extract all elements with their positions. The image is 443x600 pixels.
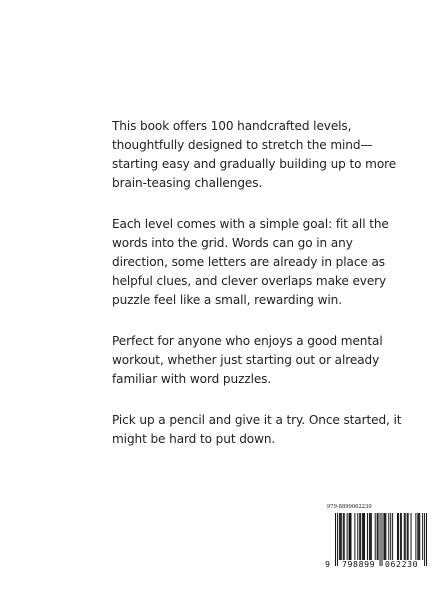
barcode-right-digits: 062230 — [385, 559, 419, 569]
blurb-paragraph-3: Perfect for anyone who enjoys a good mental workout, whether just starting out or already familiar with word puzzles. — [112, 334, 383, 386]
isbn-label: 979-8899062230 — [327, 504, 372, 510]
blurb-paragraph-4: Pick up a pencil and give it a try. Once started, it might be hard to put down. — [112, 413, 402, 446]
barcode-bar — [367, 513, 368, 560]
barcode-bar — [354, 513, 355, 560]
barcode-bar — [401, 513, 402, 560]
barcode-bar — [350, 513, 351, 560]
barcode-bar — [370, 513, 371, 560]
blurb-paragraph-1: This book offers 100 handcrafted levels, thoughtfully designed to stretch the mind—starting easy and gradually building up to more brain-teasing challenges. — [112, 119, 397, 190]
barcode-first-digit: 9 — [325, 559, 330, 569]
barcode-bar — [362, 513, 363, 560]
barcode-bar — [359, 513, 360, 560]
barcode-bar — [415, 513, 416, 560]
barcode-bar — [390, 513, 391, 560]
barcode-bar — [424, 513, 425, 566]
barcode-bar — [384, 513, 385, 560]
barcode-bar — [400, 513, 401, 560]
barcode-left-digits: 798899 — [342, 559, 376, 569]
barcode-bar — [422, 513, 423, 560]
barcode-bar — [385, 513, 386, 560]
barcode-bar — [378, 513, 379, 560]
barcode-bar — [371, 513, 372, 560]
barcode-bar — [339, 513, 340, 560]
barcode-bar — [417, 513, 418, 560]
barcode-bar — [398, 513, 399, 560]
barcode-bar — [341, 513, 342, 560]
barcode-bar — [408, 513, 409, 560]
barcode-bar — [381, 513, 382, 566]
barcode-bar — [349, 513, 350, 560]
barcode-bar — [363, 513, 364, 560]
barcode-bar — [344, 513, 345, 560]
blurb-paragraph-2: Each level comes with a simple goal: fit all the words into the grid. Words can go in any direction, some letters are already in place as helpful clues, and clever overlaps make every puzzle feel like a small, rewarding win. — [112, 217, 389, 307]
barcode-bar — [380, 513, 381, 566]
barcode-bar — [404, 513, 405, 560]
barcode-bar — [347, 513, 348, 560]
barcode-bar — [350, 513, 351, 560]
back-cover-blurb — [112, 117, 412, 471]
barcode-bar — [343, 513, 344, 560]
barcode-bar — [357, 513, 358, 560]
barcode-bar — [388, 513, 389, 560]
barcode-bar — [419, 513, 420, 560]
barcode-bar — [369, 513, 370, 560]
barcode-bar — [335, 513, 336, 566]
barcode-bar — [337, 513, 338, 566]
barcode-bar — [418, 513, 419, 560]
barcode-bar — [426, 513, 427, 566]
barcode-bar — [360, 513, 361, 560]
barcode-bar — [383, 513, 384, 560]
barcode-bar — [397, 513, 398, 560]
barcode-bar — [375, 513, 376, 560]
barcode-bar — [407, 513, 408, 560]
barcode-bar — [405, 513, 406, 560]
barcode-bar — [364, 513, 365, 560]
barcode-bar — [377, 513, 378, 560]
isbn-barcode — [324, 503, 428, 575]
barcode-bar — [340, 513, 341, 560]
barcode-bar — [392, 513, 393, 560]
barcode-bar — [411, 513, 412, 560]
